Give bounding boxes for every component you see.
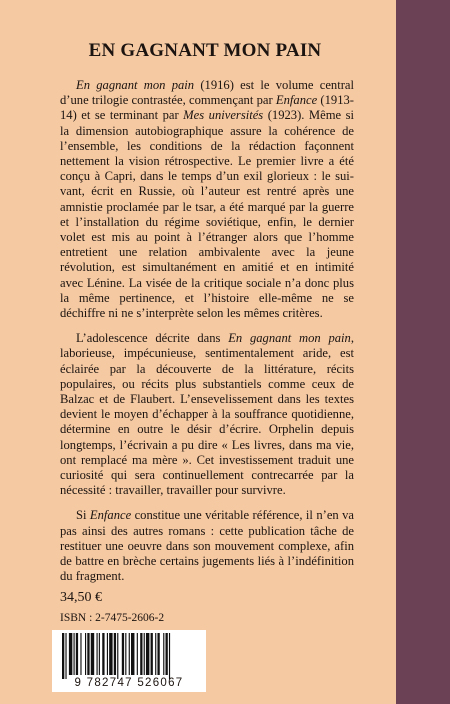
barcode-digits: 9 782747 526067 — [74, 677, 184, 689]
blurb-paragraph-2: L’adolescence décrite dans En gagnant mon pain, laborieuse, impécunieuse, sentimentalement aride, est éclairée par la découverte de la littérature, récits populaires, ou récits plus substantiels comme ceux de Balzac et de Flaubert. L’ensevelissement dans les textes devient le moyen d’échapper à la souffrance quotidienne, détermine en outre le désir d’écrire. Orphelin depuis longtemps, l’écrivain a pu dire « Les livres, dans ma vie, ont remplacé ma mère ». Cet investissement traduit une curiosité qui sera continuellement contrecarrée par la nécessité : travailler, travailler pour survivre. — [60, 331, 354, 498]
barcode — [52, 630, 206, 692]
book-title: EN GAGNANT MON PAIN — [88, 40, 322, 61]
blurb-paragraph-3: Si Enfance constitue une véritable référence, il n’en va pas ainsi des autres romans : cette publication tâche de restituer une oeuvre dans son mouvement complexe, afin de battre en brèche certains jugements liés à l’indéfinition du fragment. — [60, 508, 355, 584]
barcode-bars-icon — [52, 630, 206, 680]
spine-strip — [396, 0, 450, 704]
isbn-label: ISBN : 2-7475-2606-2 — [60, 612, 165, 624]
price-label: 34,50 € — [60, 590, 102, 605]
blurb-paragraph-1: En gagnant mon pain (1916) est le volume central d’une trilogie contrastée, commençant par Enfance (1913-14) et se terminant par Mes universités (1923). Même si la dimension autobiographique assure la cohérence de l’ensemble, les conditions de la rédaction façonnent nettement la vision rétrospective. Le premier livre a été conçu à Capri, dans le temps d’un exil glorieux : le suivant, écrit en Russie, où l’auteur est rentré après une amnistie proclamée par le tsar, a été marqué par la guerre et l’installation du régime soviétique, enfin, le dernier volet est mis au point à l’étranger alors que l’homme entretient une relation ambivalente avec la jeune révolution, est simultanément en amitié et en intimité avec Lénine. La visée de la critique sociale n’a donc plus la même pertinence, et l’histoire elle-même ne se déchiffre ni ne s’interprète selon les mêmes critères. — [60, 78, 355, 321]
